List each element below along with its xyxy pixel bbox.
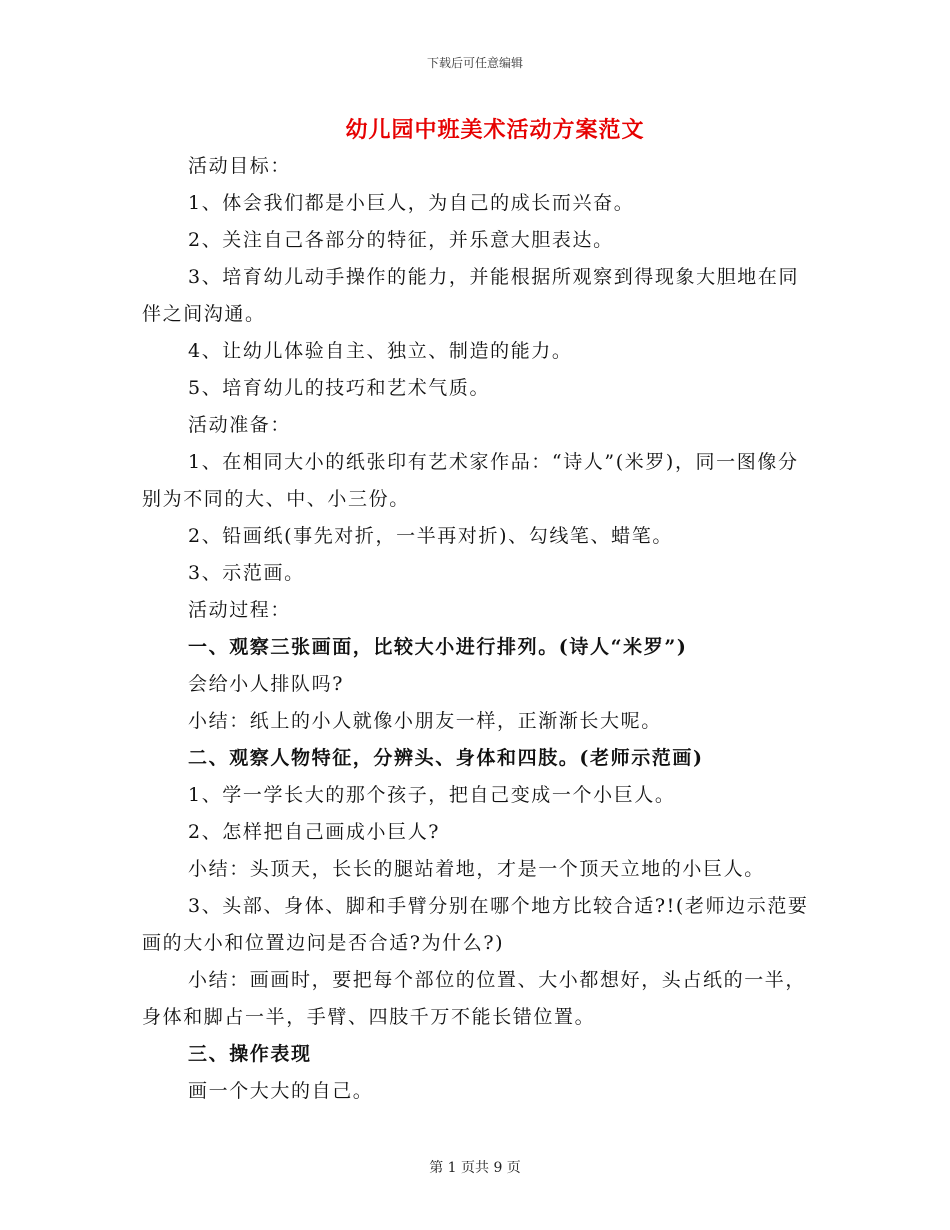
paragraph: 2、怎样把自己画成小巨人? (188, 821, 441, 843)
paragraph: 小结：画画时，要把每个部位的位置、大小都想好，头占纸的一半，身体和脚占一半，手臂、四肢千万不能长错位置。 (142, 969, 807, 1028)
document-title: 幼儿园中班美术活动方案范文 (345, 117, 645, 143)
paragraph-bold-heading: 二、观察人物特征，分辨头、身体和四肢。(老师示范画) (188, 747, 704, 769)
paragraph: 5、培育幼儿的技巧和艺术气质。 (188, 377, 491, 399)
paragraph: 画一个大大的自己。 (188, 1080, 374, 1102)
paragraph: 2、铅画纸(事先对折，一半再对折)、勾线笔、蜡笔。 (188, 525, 673, 547)
paragraph: 3、头部、身体、脚和手臂分别在哪个地方比较合适?!(老师边示范要画的大小和位置边问是否合适?为什么?) (142, 895, 809, 954)
paragraph-bold-heading: 三、操作表现 (188, 1043, 312, 1065)
paragraph: 4、让幼儿体验自主、独立、制造的能力。 (188, 340, 573, 362)
paragraph: 会给小人排队吗? (188, 673, 344, 695)
header-note: 下载后可任意编辑 (426, 56, 523, 70)
paragraph-section-heading: 活动准备： (188, 414, 292, 436)
paragraph: 1、学一学长大的那个孩子，把自己变成一个小巨人。 (188, 784, 676, 806)
paragraph: 3、培育幼儿动手操作的能力，并能根据所观察到得现象大胆地在同伴之间沟通。 (142, 266, 800, 325)
paragraph: 小结：头顶天，长长的腿站着地，才是一个顶天立地的小巨人。 (188, 858, 765, 880)
paragraph: 1、在相同大小的纸张印有艺术家作品：“诗人”(米罗)，同一图像分别为不同的大、中、小三份。 (142, 451, 799, 510)
paragraph: 2、关注自己各部分的特征，并乐意大胆表达。 (188, 229, 614, 251)
page-number-footer: 第 1 页共 9 页 (429, 1160, 521, 1176)
paragraph: 3、示范画。 (188, 562, 305, 584)
paragraph-bold-heading: 一、观察三张画面，比较大小进行排列。(诗人“米罗”) (188, 636, 688, 658)
paragraph-section-heading: 活动过程： (188, 599, 292, 621)
paragraph-section-heading: 活动目标： (188, 155, 292, 177)
document-body (142, 148, 812, 1110)
paragraph: 1、体会我们都是小巨人，为自己的成长而兴奋。 (188, 192, 635, 214)
paragraph: 小结：纸上的小人就像小朋友一样，正渐渐长大呢。 (188, 710, 662, 732)
